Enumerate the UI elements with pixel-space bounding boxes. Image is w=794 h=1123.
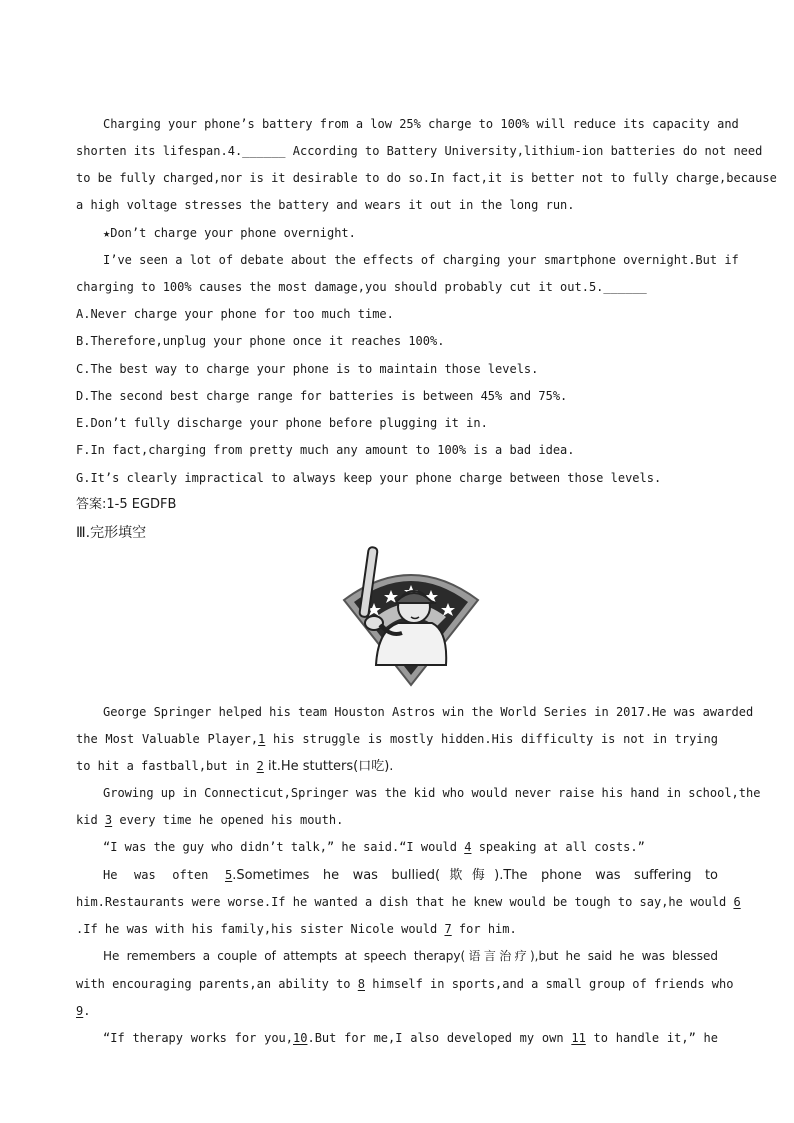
- cloze-blank-8: 8: [357, 977, 365, 991]
- reading-p1-line-1: Charging your phone’s battery from a low 25% charge to 100% will reduce its capacity and: [103, 117, 739, 131]
- cloze-text: to handle it,” he: [585, 1031, 719, 1045]
- cloze-p4-line-2: [76, 894, 741, 910]
- cloze-p4-line-3: [76, 921, 718, 937]
- cloze-text: his struggle is mostly hidden.His difficulty is not in trying: [265, 732, 718, 746]
- cloze-blank-4: 4: [464, 840, 472, 854]
- cloze-p2-line-1: Growing up in Connecticut,Springer was the kid who would never raise his hand in school,the: [103, 786, 761, 800]
- cloze-text: every time he opened his mouth.: [112, 813, 344, 827]
- reading-p2-line-2: charging to 100% causes the most damage,you should probably cut it out.5.______: [76, 280, 647, 294]
- cloze-blank-1: 1: [258, 732, 266, 746]
- cloze-p6-line-1: [103, 1030, 718, 1046]
- cloze-blank-10: 10: [293, 1031, 308, 1045]
- cloze-text: “If therapy works for you,: [103, 1031, 294, 1045]
- cloze-blank-5: 5: [224, 868, 233, 882]
- cloze-text: him.Restaurants were worse.If he wanted a dish that he knew would be tough to say,he would: [76, 895, 734, 909]
- cloze-p5-line-1: He remembers a couple of attempts at speech therapy(语言治疗),but he said he was blessed: [103, 949, 718, 963]
- option-c: C.The best way to charge your phone is to maintain those levels.: [76, 362, 539, 376]
- option-a: A.Never charge your phone for too much time.: [76, 307, 394, 321]
- section-title: Ⅲ.完形填空: [76, 525, 147, 541]
- answer-key: 答案:1-5 EGDFB: [76, 497, 177, 512]
- cloze-text: himself in sports,and a small group of friends who: [365, 977, 734, 991]
- reading-p1-line-2: shorten its lifespan.4.______ According to Battery University,lithium-ion batteries do not need: [76, 144, 763, 158]
- reading-p1-line-3: to be fully charged,nor is it desirable to do so.In fact,it is better not to fully charge,because: [76, 171, 777, 185]
- cloze-blank-3: 3: [104, 813, 113, 827]
- cloze-p3-line-1: [103, 839, 718, 855]
- option-f: F.In fact,charging from pretty much any amount to 100% is a bad idea.: [76, 443, 575, 457]
- cloze-text: .Sometimes he was bullied(欺侮).The phone was suffering to: [232, 868, 718, 883]
- option-d: D.The second best charge range for batteries is between 45% and 75%.: [76, 389, 568, 403]
- reading-tip-heading: ★Don’t charge your phone overnight.: [103, 226, 356, 240]
- cloze-text: .: [83, 1004, 91, 1018]
- cloze-blank-2: 2: [256, 759, 264, 773]
- cloze-blank-7: 7: [444, 922, 452, 936]
- cloze-p5-line-3: [76, 1003, 718, 1019]
- option-e: E.Don’t fully discharge your phone before plugging it in.: [76, 416, 488, 430]
- cloze-blank-11: 11: [571, 1031, 586, 1045]
- cloze-text: for him.: [451, 922, 517, 936]
- cloze-text: to hit a fastball,but in: [76, 759, 257, 773]
- cloze-blank-9: 9: [76, 1004, 84, 1018]
- reading-p1-line-4: a high voltage stresses the battery and wears it out in the long run.: [76, 198, 575, 212]
- cloze-text: .If he was with his family,his sister Nicole would: [76, 922, 445, 936]
- cloze-text: .But for me,I also developed my own: [307, 1031, 572, 1045]
- cloze-blank-6: 6: [733, 895, 741, 909]
- baseball-player-illustration: [336, 545, 486, 693]
- reading-p2-line-1: I’ve seen a lot of debate about the effects of charging your smartphone overnight.But if: [103, 253, 739, 267]
- cloze-text: kid: [76, 813, 105, 827]
- cloze-text: He was often: [103, 868, 225, 882]
- cloze-text: the Most Valuable Player,: [76, 732, 259, 746]
- option-g: G.It’s clearly impractical to always keep your phone charge between those levels.: [76, 471, 662, 485]
- cloze-p1-line-2: [76, 731, 718, 747]
- cloze-text: it.He stutters(口吃).: [263, 759, 394, 774]
- cloze-p5-line-2: [76, 976, 734, 992]
- cloze-text: with encouraging parents,an ability to: [76, 977, 358, 991]
- cloze-p1-line-3: [76, 758, 718, 775]
- cloze-p2-line-2: [76, 812, 718, 828]
- cloze-text: speaking at all costs.”: [471, 840, 645, 854]
- option-b: B.Therefore,unplug your phone once it reaches 100%.: [76, 334, 445, 348]
- cloze-p1-line-1: George Springer helped his team Houston Astros win the World Series in 2017.He was awarded: [103, 705, 754, 719]
- cloze-p4-line-1: [103, 867, 718, 884]
- cloze-text: “I was the guy who didn’t talk,” he said.“I would: [103, 840, 465, 854]
